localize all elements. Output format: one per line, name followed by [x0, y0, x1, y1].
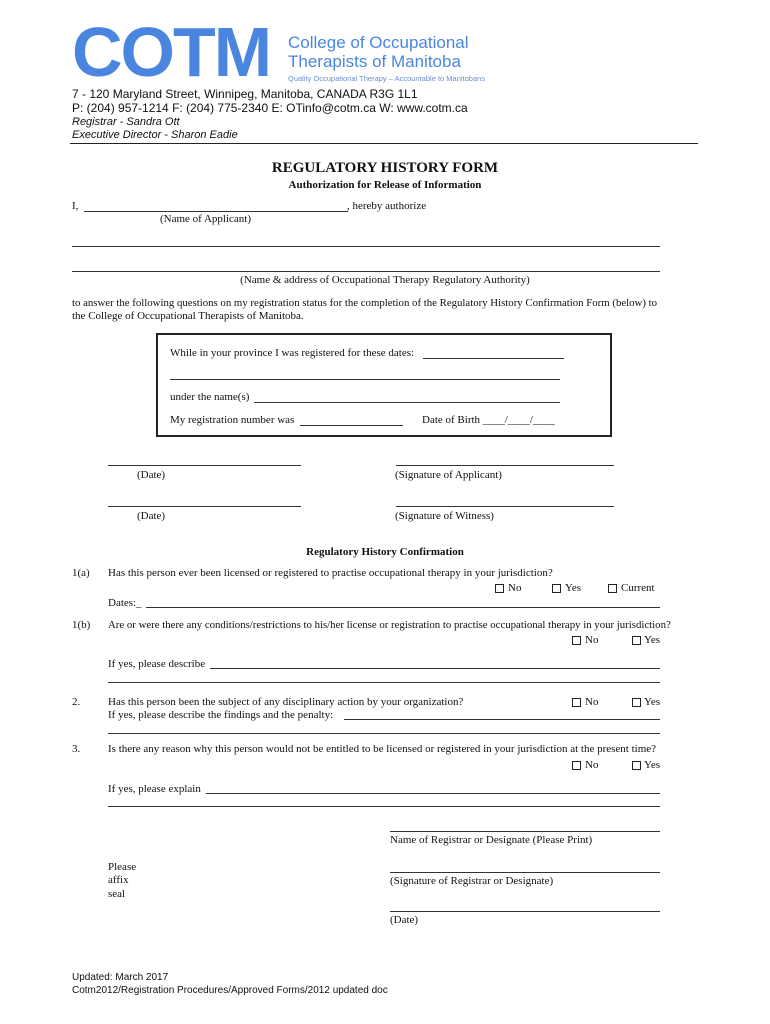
q1b-describe-line-1[interactable]: [210, 668, 660, 669]
q1b-no-checkbox[interactable]: [572, 636, 581, 645]
registered-dates-line-2[interactable]: [170, 379, 560, 380]
footer-updated: Updated: March 2017: [72, 972, 169, 983]
seal-label-3: seal: [108, 888, 126, 900]
confirmation-title: Regulatory History Confirmation: [306, 546, 464, 558]
college-name-line1: College of Occupational: [288, 33, 469, 52]
q1b-number: 1(b): [72, 619, 91, 631]
header-divider: [70, 143, 698, 144]
under-names-line[interactable]: [254, 402, 560, 403]
registrar-date-line[interactable]: [390, 911, 660, 912]
registrar-signature-label: (Signature of Registrar or Designate): [390, 875, 554, 887]
authority-line-2[interactable]: [72, 271, 660, 272]
authorize-text: , hereby authorize: [347, 200, 427, 212]
q1a-text: Has this person ever been licensed or registered to practise occupational therapy in your jurisdiction?: [108, 567, 553, 579]
q3-no-label: No: [585, 759, 599, 771]
under-names-label: under the name(s): [170, 391, 250, 403]
seal-label-2: affix: [108, 874, 129, 886]
q3-yes-checkbox[interactable]: [632, 761, 641, 770]
authorization-paragraph-1: to answer the following questions on my registration status for the completion of the Regulatory History Confirmation Form (below) to: [72, 297, 658, 309]
q2-followup: If yes, please describe the findings and the penalty:: [108, 709, 334, 721]
q2-penalty-line-2[interactable]: [108, 733, 660, 734]
q1b-yes-checkbox[interactable]: [632, 636, 641, 645]
registrar-date-label: (Date): [390, 914, 419, 926]
q3-explain-line-1[interactable]: [206, 793, 660, 794]
registered-dates-label: While in your province I was registered for these dates:: [170, 347, 415, 359]
authority-label: (Name & address of Occupational Therapy Regulatory Authority): [240, 274, 530, 286]
logo-wordmark: COTM: [72, 13, 271, 91]
q3-yes-label: Yes: [644, 759, 661, 771]
q1a-yes-checkbox[interactable]: [552, 584, 561, 593]
q1a-number: 1(a): [72, 567, 90, 579]
tagline: Quality Occupational Therapy – Accountable to Manitobans: [288, 74, 486, 83]
q1b-describe-line-2[interactable]: [108, 682, 660, 683]
q1a-current-checkbox[interactable]: [608, 584, 617, 593]
q1b-text: Are or were there any conditions/restrictions to his/her license or registration to practise occupational therapy in your jurisdiction?: [108, 619, 671, 631]
q2-no-checkbox[interactable]: [572, 698, 581, 707]
registered-dates-line[interactable]: [423, 358, 564, 359]
registrar: Registrar - Sandra Ott: [72, 116, 180, 128]
registrar-name-line[interactable]: [390, 831, 660, 832]
applicant-name-line[interactable]: [84, 211, 348, 212]
q1a-no-label: No: [508, 582, 522, 594]
name-of-applicant-label: (Name of Applicant): [160, 213, 252, 225]
authority-line-1[interactable]: [72, 246, 660, 247]
authorization-paragraph-2: the College of Occupational Therapists of Manitoba.: [72, 310, 304, 322]
witness-date-label: (Date): [137, 510, 166, 522]
q1b-yes-label: Yes: [644, 634, 661, 646]
registrar-signature-line[interactable]: [390, 872, 660, 873]
i-label: I,: [72, 200, 79, 212]
applicant-signature-line[interactable]: [396, 465, 614, 466]
q2-yes-label: Yes: [644, 696, 661, 708]
q1b-describe-label: If yes, please describe: [108, 658, 206, 670]
q3-explain-line-2[interactable]: [108, 806, 660, 807]
form-title: REGULATORY HISTORY FORM: [271, 160, 499, 176]
q2-text: Has this person been the subject of any disciplinary action by your organization?: [108, 696, 464, 708]
q2-number: 2.: [72, 696, 81, 708]
q2-no-label: No: [585, 696, 599, 708]
date-of-birth-label: Date of Birth ____/____/____: [422, 414, 555, 426]
witness-signature-label: (Signature of Witness): [395, 510, 494, 522]
q3-number: 3.: [72, 743, 81, 755]
registration-number-label: My registration number was: [170, 414, 295, 426]
witness-signature-line[interactable]: [396, 506, 614, 507]
applicant-signature-label: (Signature of Applicant): [395, 469, 502, 481]
registrar-name-label: Name of Registrar or Designate (Please Print): [390, 834, 593, 846]
q1a-dates-line[interactable]: [146, 607, 660, 608]
q3-explain-label: If yes, please explain: [108, 783, 201, 795]
applicant-date-line[interactable]: [108, 465, 301, 466]
executive-director: Executive Director - Sharon Eadie: [72, 129, 238, 141]
q2-yes-checkbox[interactable]: [632, 698, 641, 707]
q1a-yes-label: Yes: [565, 582, 582, 594]
q1a-no-checkbox[interactable]: [495, 584, 504, 593]
q3-text: Is there any reason why this person would not be entitled to be licensed or registered in your jurisdiction at the present time?: [108, 743, 657, 755]
footer-path: Cotm2012/Registration Procedures/Approved Forms/2012 updated doc: [72, 985, 388, 996]
q1b-no-label: No: [585, 634, 599, 646]
address: 7 - 120 Maryland Street, Winnipeg, Manitoba, CANADA R3G 1L1: [72, 87, 418, 101]
q2-penalty-line-1[interactable]: [344, 719, 660, 720]
seal-label-1: Please: [108, 861, 137, 873]
college-name-line2: Therapists of Manitoba: [288, 52, 461, 71]
witness-date-line[interactable]: [108, 506, 301, 507]
q3-no-checkbox[interactable]: [572, 761, 581, 770]
q1a-current-label: Current: [621, 582, 655, 594]
registration-number-line[interactable]: [300, 425, 403, 426]
applicant-date-label: (Date): [137, 469, 166, 481]
q1a-dates-label: Dates:_: [108, 597, 142, 609]
contact-info: P: (204) 957-1214 F: (204) 775-2340 E: OTinfo@cotm.ca W: www.cotm.ca: [72, 101, 468, 115]
form-subtitle: Authorization for Release of Information: [288, 179, 482, 191]
